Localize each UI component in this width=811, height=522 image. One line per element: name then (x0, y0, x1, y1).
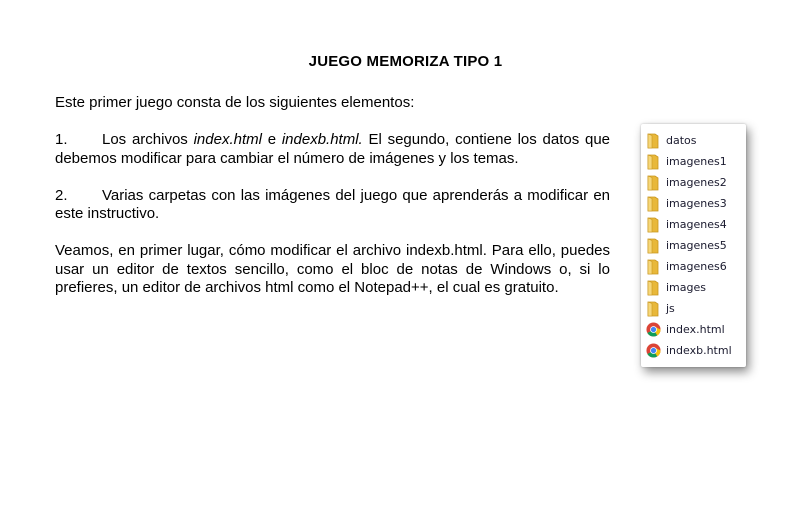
folder-icon (645, 133, 661, 149)
item1-text-mid: e (261, 131, 282, 148)
file-name: imagenes6 (666, 260, 727, 273)
file-name: imagenes4 (666, 218, 727, 231)
list-number-1: 1. (55, 131, 68, 148)
file-explorer-screenshot (641, 124, 746, 367)
file-name: indexb.html (666, 344, 732, 357)
file-row[interactable] (641, 151, 746, 172)
file-name: images (666, 281, 706, 294)
folder-icon (645, 259, 661, 275)
chrome-icon (645, 343, 661, 359)
file-name: js (666, 302, 675, 315)
folder-icon (645, 175, 661, 191)
item1-text-before: Los archivos (102, 131, 194, 148)
file-name: imagenes2 (666, 176, 727, 189)
list-item-2 (55, 187, 610, 224)
item1-file-b: indexb.html. (281, 131, 363, 148)
folder-icon (645, 301, 661, 317)
intro-paragraph: Este primer juego consta de los siguientes elementos: (55, 94, 415, 111)
file-row[interactable] (641, 340, 746, 361)
file-row[interactable] (641, 319, 746, 340)
folder-icon (645, 196, 661, 212)
file-name: imagenes3 (666, 197, 727, 210)
file-row[interactable] (641, 277, 746, 298)
folder-icon (645, 217, 661, 233)
folder-icon (645, 238, 661, 254)
file-row[interactable] (641, 172, 746, 193)
file-name: index.html (666, 323, 725, 336)
list-number-2: 2. (55, 186, 68, 204)
item1-text-after: El segundo, contiene los datos que debemos modificar para cambiar el número de imágenes y los temas. (55, 131, 610, 167)
paragraph-3: Veamos, en primer lugar, cómo modificar el archivo indexb.html. Para ello, puedes usar un editor de textos sencillo, como el bloc de notas de Windows o, si lo prefieres, un editor de archivos html como el Notepad++, el cual es gratuito. (55, 242, 610, 296)
item1-file-a: index.html (193, 131, 262, 148)
document-body (55, 94, 610, 316)
file-row[interactable] (641, 214, 746, 235)
file-row[interactable] (641, 193, 746, 214)
folder-icon (645, 280, 661, 296)
file-name: imagenes1 (666, 155, 727, 168)
file-row[interactable] (641, 256, 746, 277)
file-row[interactable] (641, 235, 746, 256)
file-row[interactable] (641, 298, 746, 319)
item2-text: Varias carpetas con las imágenes del juego que aprenderás a modificar en este instructivo. (55, 186, 610, 222)
list-item-1 (55, 131, 610, 168)
file-name: imagenes5 (666, 239, 727, 252)
chrome-icon (645, 322, 661, 338)
file-row[interactable] (641, 130, 746, 151)
folder-icon (645, 154, 661, 170)
file-name: datos (666, 134, 697, 147)
page-title: JUEGO MEMORIZA TIPO 1 (308, 53, 503, 70)
